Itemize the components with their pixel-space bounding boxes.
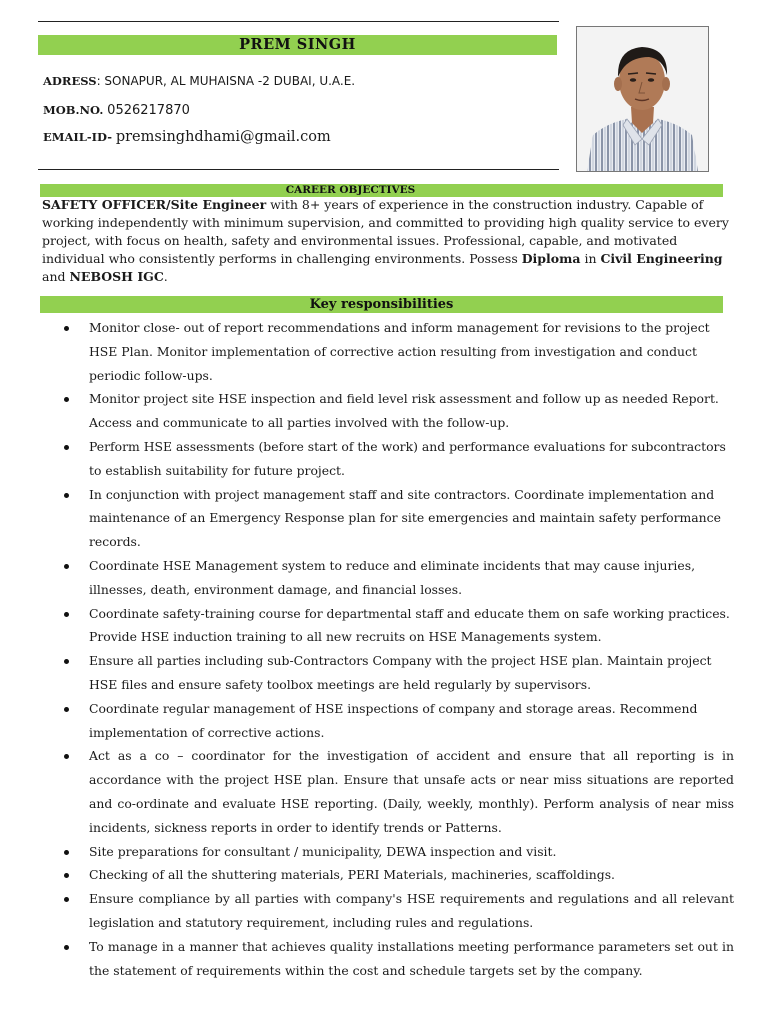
bullet-icon — [64, 612, 69, 617]
list-item — [0, 744, 734, 839]
responsibility-text: Monitor project site HSE inspection and field level risk assessment and follow up as needed Report. Access and communicate to all parties involved with the follow-up. — [89, 391, 719, 431]
career-cert: NEBOSH IGC — [69, 269, 164, 284]
responsibility-text: To manage in a manner that achieves quality installations meeting performance parameters set out in the statement of requirements within the cost and schedule targets set by the company. — [89, 938, 734, 978]
responsibility-text: Perform HSE assessments (before start of the work) and performance evaluations for subcontractors to establish suitability for future project. — [89, 438, 726, 478]
profile-photo — [576, 26, 709, 172]
email-line — [43, 129, 331, 145]
bullet-icon — [64, 945, 69, 950]
address-label: ADRESS — [43, 74, 97, 88]
email-value: premsinghdhami@gmail.com — [115, 129, 331, 145]
career-text-1: with 8+ years of experience in the construction industry. Capable of working independently with minimum supervision, and committed to providing high quality service to every project, with focus on health, safety and environmental issues. Professional, capable, and motivated individual who consistently performs in challenging environments. Possess — [42, 197, 729, 266]
career-field: Civil Engineering — [600, 251, 723, 266]
address-line — [43, 74, 355, 88]
bullet-icon — [64, 445, 69, 450]
responsibility-text: Ensure compliance by all parties with company's HSE requirements and regulations and all relevant legislation and statutory requirement, including rules and regulations. — [89, 891, 734, 930]
list-item — [0, 554, 734, 602]
list-item — [0, 887, 734, 935]
responsibility-text: Site preparations for consultant / municipality, DEWA inspection and visit. — [89, 843, 557, 859]
responsibility-text: Coordinate regular management of HSE inspections of company and storage areas. Recommend implementation of corrective actions. — [89, 700, 698, 740]
responsibility-text: Coordinate HSE Management system to reduce and eliminate incidents that may cause injuries, illnesses, death, environment damage, and financial losses. — [89, 557, 696, 597]
list-item — [0, 435, 734, 483]
bullet-icon — [64, 659, 69, 664]
career-text-2: in — [580, 251, 601, 266]
responsibilities-list — [0, 316, 768, 982]
key-responsibilities-heading: Key responsibilities — [40, 296, 723, 313]
mobile-label: MOB.NO. — [43, 103, 104, 117]
bullet-icon — [64, 754, 69, 759]
list-item — [0, 863, 734, 887]
address-value: : SONAPUR, AL MUHAISNA -2 DUBAI, U.A.E. — [96, 74, 356, 88]
career-text-3: and — [42, 269, 70, 284]
candidate-name: PREM SINGH — [38, 35, 557, 55]
responsibility-text: Ensure all parties including sub-Contractors Company with the project HSE plan. Maintain project HSE files and ensure safety toolbox meetings are held regularly by supervisors. — [89, 653, 712, 692]
email-label: EMAIL-ID- — [43, 130, 112, 144]
responsibility-text: In conjunction with project management staff and site contractors. Coordinate implementation and maintenance of an Emergency Response plan for site emergencies and maintain safety performance records. — [89, 486, 721, 550]
career-role: SAFETY OFFICER/Site Engineer — [42, 197, 267, 212]
career-text-4: . — [163, 269, 168, 284]
responsibility-text: Act as a co – coordinator for the investigation of accident and ensure that all reporting is in accordance with the project HSE plan. Ensure that unsafe acts or near miss situations are reported and co-ordinate and evaluate HSE reporting. (Daily, weekly, monthly). Perform analysis of near miss incidents, sickness reports in order to identify trends or Patterns. — [89, 748, 734, 835]
bullet-icon — [64, 564, 69, 569]
bullet-icon — [64, 397, 69, 402]
list-item — [0, 935, 734, 983]
bullet-icon — [64, 873, 69, 878]
list-item — [0, 387, 734, 435]
profile-photo-illustration — [577, 27, 708, 171]
bullet-icon — [64, 707, 69, 712]
responsibility-text: Monitor close- out of report recommendations and inform management for revisions to the project HSE Plan. Monitor implementation of corrective action resulting from investigation and conduct periodic follow-ups. — [89, 320, 710, 383]
list-item — [0, 840, 734, 864]
list-item — [0, 483, 734, 554]
bullet-icon — [64, 493, 69, 498]
bullet-icon — [64, 850, 69, 855]
bullet-icon — [64, 897, 69, 902]
mobile-value: 0526217870 — [107, 103, 190, 118]
responsibility-text: Coordinate safety-training course for departmental staff and educate them on safe working practices. Provide HSE induction training to all new recruits on HSE Managements system. — [89, 605, 730, 645]
career-objective-text — [42, 196, 732, 286]
bullet-icon — [64, 326, 69, 331]
list-item — [0, 316, 734, 387]
list-item — [0, 649, 734, 697]
list-item — [0, 697, 734, 745]
career-diploma: Diploma — [521, 251, 581, 266]
career-objectives-heading-text: CAREER OBJECTIVES — [285, 184, 416, 196]
list-item — [0, 602, 734, 650]
header-bottom-rule — [38, 169, 559, 170]
responsibility-text: Checking of all the shuttering materials, PERI Materials, machineries, scaffoldings. — [89, 867, 615, 883]
top-rule — [38, 21, 559, 22]
mobile-line — [43, 103, 190, 118]
